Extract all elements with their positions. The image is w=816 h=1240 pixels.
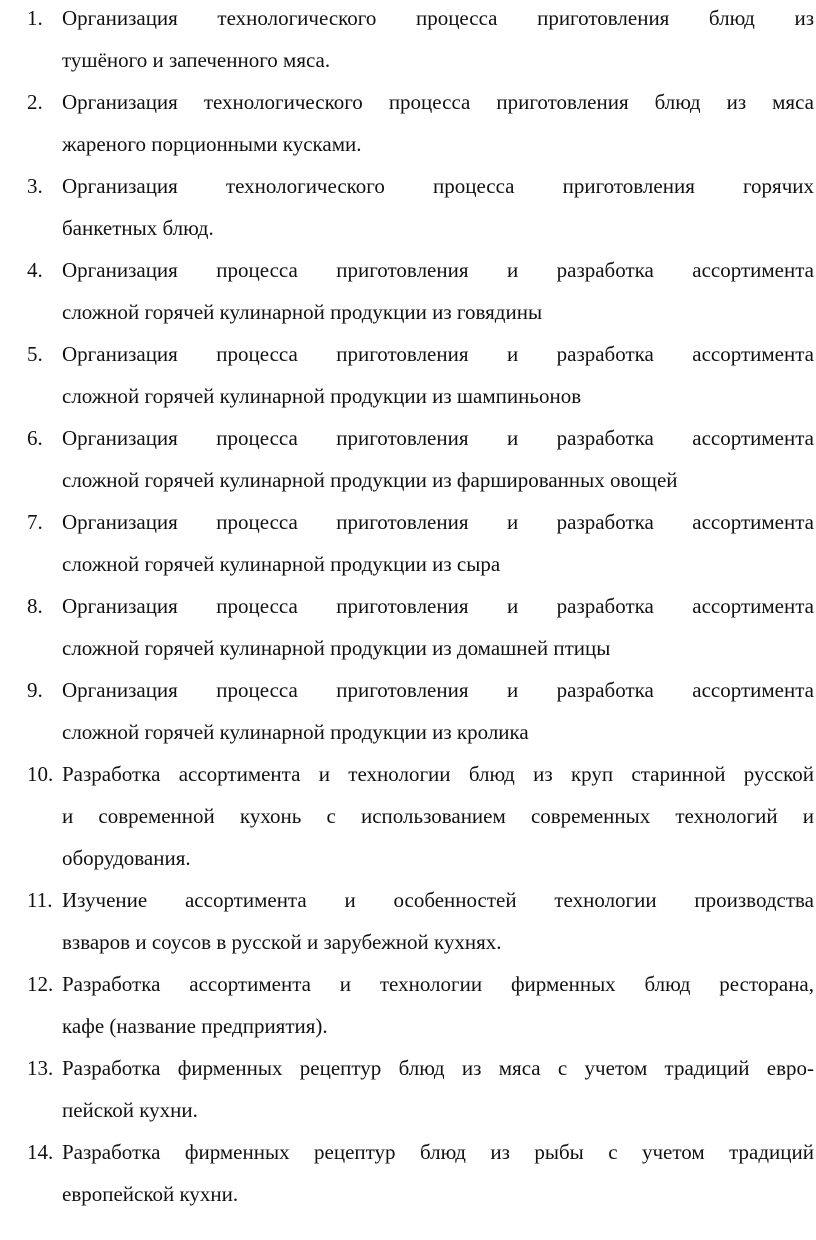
list-item-number: 14. bbox=[27, 1140, 54, 1164]
list-item-text bbox=[62, 249, 814, 333]
list-item-number: 7. bbox=[27, 510, 43, 534]
list-item-line: Организация процесса приготовления и разработка ассортимента bbox=[62, 510, 814, 534]
list-item-text bbox=[62, 81, 814, 165]
list-item-line: банкетных блюд. bbox=[62, 216, 214, 240]
list-item-line: Организация процесса приготовления и разработка ассортимента bbox=[62, 258, 814, 282]
list-item-text bbox=[62, 501, 814, 585]
list-item-line: сложной горячей кулинарной продукции из фаршированных овощей bbox=[62, 468, 678, 492]
list-item-text bbox=[62, 0, 814, 81]
list-item-line: Изучение ассортимента и особенностей технологии производства bbox=[62, 888, 814, 912]
list-item-line: Разработка фирменных рецептур блюд из рыбы с учетом традиций bbox=[62, 1140, 814, 1164]
list-item-line: пейской кухни. bbox=[62, 1098, 198, 1122]
list-item-line: Организация процесса приготовления и разработка ассортимента bbox=[62, 342, 814, 366]
list-item-number: 2. bbox=[27, 90, 43, 114]
list-item-text bbox=[62, 165, 814, 249]
list-item-number: 8. bbox=[27, 594, 43, 618]
list-item-text bbox=[62, 879, 814, 963]
list-item-line: оборудования. bbox=[62, 846, 191, 870]
list-item-line: тушёного и запеченного мяса. bbox=[62, 48, 331, 72]
list-item-line: сложной горячей кулинарной продукции из сыра bbox=[62, 552, 501, 576]
list-item-line: Организация технологического процесса приготовления горячих bbox=[62, 174, 814, 198]
list-item-line: Разработка ассортимента и технологии блюд из круп старинной русской bbox=[62, 762, 814, 786]
list-item-line: сложной горячей кулинарной продукции из говядины bbox=[62, 300, 543, 324]
list-item-number: 11. bbox=[27, 888, 53, 912]
list-item-line: Разработка фирменных рецептур блюд из мяса с учетом традиций евро- bbox=[62, 1056, 814, 1080]
list-item-number: 12. bbox=[27, 972, 54, 996]
list-item-line: и современной кухонь с использованием современных технологий и bbox=[62, 804, 814, 828]
list-item-number: 5. bbox=[27, 342, 43, 366]
list-item-number: 3. bbox=[27, 174, 43, 198]
list-item-text bbox=[62, 1047, 814, 1131]
list-item-line: Организация технологического процесса приготовления блюд из мяса bbox=[62, 90, 814, 114]
list-item-text bbox=[62, 1131, 814, 1215]
list-item-number: 6. bbox=[27, 426, 43, 450]
list-item-number: 13. bbox=[27, 1056, 54, 1080]
list-item-number: 9. bbox=[27, 678, 43, 702]
list-item-number: 10. bbox=[27, 762, 54, 786]
list-item-line: европейской кухни. bbox=[62, 1182, 239, 1206]
list-item-line: Организация процесса приготовления и разработка ассортимента bbox=[62, 678, 814, 702]
list-item-line: Организация технологического процесса приготовления блюд из bbox=[62, 6, 814, 30]
list-item-line: жареного порционными кусками. bbox=[62, 132, 362, 156]
list-item-text bbox=[62, 963, 814, 1047]
list-item-line: взваров и соусов в русской и зарубежной кухнях. bbox=[62, 930, 502, 954]
list-item-number: 1. bbox=[27, 6, 43, 30]
list-item-line: Организация процесса приготовления и разработка ассортимента bbox=[62, 426, 814, 450]
list-item-text bbox=[62, 417, 814, 501]
list-item-text bbox=[62, 753, 814, 879]
list-item-line: сложной горячей кулинарной продукции из шампиньонов bbox=[62, 384, 582, 408]
list-item-line: сложной горячей кулинарной продукции из кролика bbox=[62, 720, 529, 744]
list-item-text bbox=[62, 333, 814, 417]
list-item-line: Организация процесса приготовления и разработка ассортимента bbox=[62, 594, 814, 618]
list-item-line: кафе (название предприятия). bbox=[62, 1014, 328, 1038]
list-item-text bbox=[62, 585, 814, 669]
list-item-text bbox=[62, 669, 814, 753]
list-item-number: 4. bbox=[27, 258, 43, 282]
list-item-line: сложной горячей кулинарной продукции из домашней птицы bbox=[62, 636, 611, 660]
list-item-line: Разработка ассортимента и технологии фирменных блюд ресторана, bbox=[62, 972, 814, 996]
